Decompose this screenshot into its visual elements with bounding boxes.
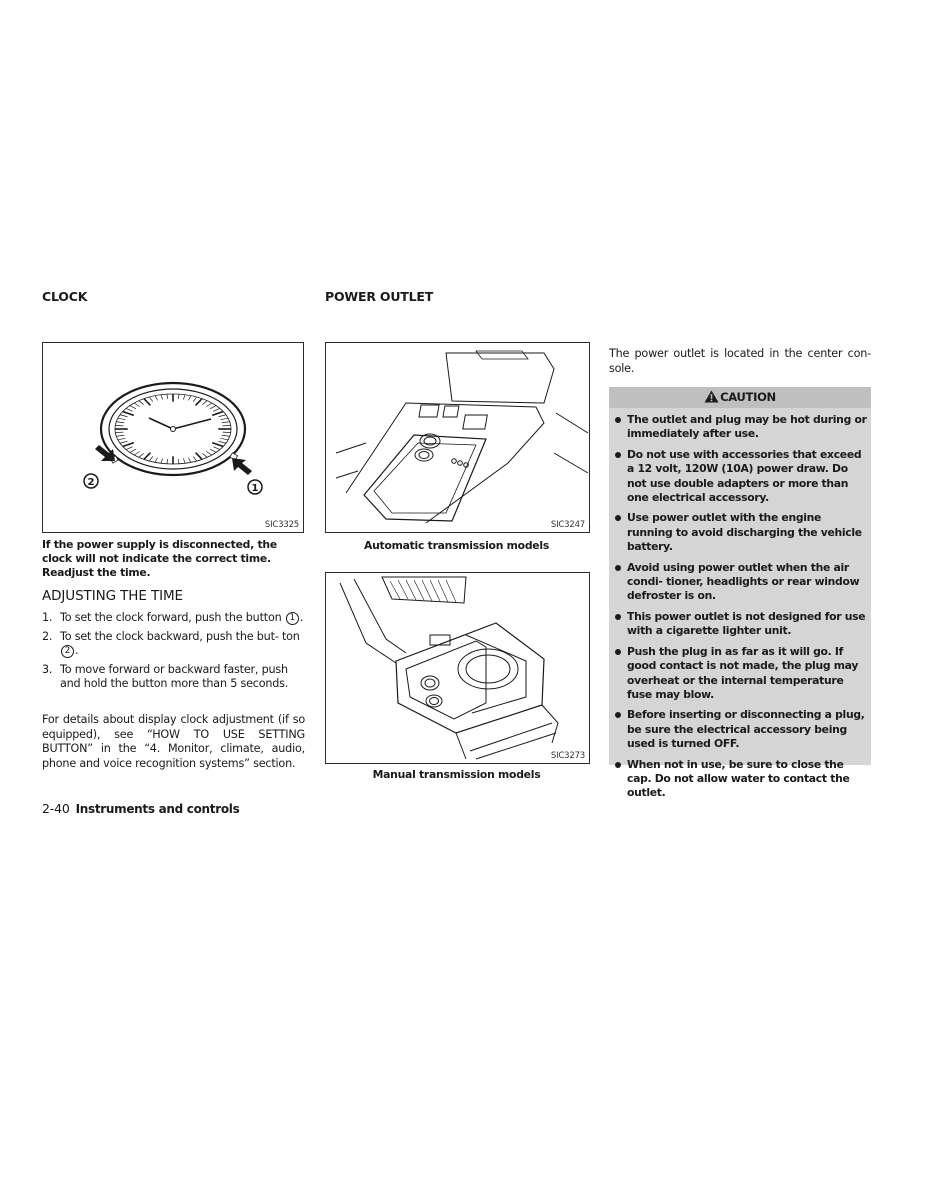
clock-figure [42,342,304,533]
page-number: 2-40 [42,801,70,816]
caution-box [609,387,871,800]
bullet-icon [615,649,621,655]
clock-section-title: CLOCK [42,289,88,304]
page-footer [42,798,239,817]
caution-item: The outlet and plug may be hot during or immediately after use. [613,413,868,442]
clock-figure-caption: If the power supply is disconnected, the clock will not indicate the correct time. Readjust the time. [42,538,277,579]
bullet-icon [615,515,621,521]
clock-figure-code: SIC3325 [264,520,299,530]
manual-figure-caption: Manual transmission models [372,768,541,781]
bullet-icon [615,762,621,768]
chapter-title: Instruments and controls [75,802,240,816]
step-2: 2. To set the clock backward, push the but- ton 2 . [42,629,300,657]
caution-header [609,387,871,408]
manual-figure-code: SIC3273 [550,751,585,761]
details-paragraph: For details about display clock adjustment (if so equipped), see “HOW TO USE SETTING BUTTON” in the “4. Monitor, climate, audio, phone and voice recognition systems” section. [42,713,305,770]
warning-triangle-icon [704,390,719,403]
step-1: 1. To set the clock forward, push the button 1 . [42,611,304,624]
adjusting-time-heading: ADJUSTING THE TIME [42,588,183,604]
step-3: 3. To move forward or backward faster, push and hold the button more than 5 seconds. [42,662,289,690]
bullet-icon [615,452,621,458]
caution-item: Before inserting or disconnecting a plug, be sure the electrical accessory being used is turned OFF. [613,708,868,751]
caution-item: Avoid using power outlet when the air condi- tioner, headlights or rear window defroster is on. [613,561,868,604]
caution-item: Push the plug in as far as it will go. If good contact is not made, the plug may overheat or the internal temperature fuse may blow. [613,645,868,703]
automatic-console-figure [325,342,590,533]
circled-1-icon: 1 [286,612,299,625]
caution-item: When not in use, be sure to close the cap. Do not allow water to contact the outlet. [613,758,868,801]
circled-2-icon: 2 [61,645,74,658]
callout-1-label: 1 [251,483,259,494]
caution-title: CAUTION [720,390,776,404]
power-outlet-section-title: POWER OUTLET [325,289,434,304]
power-outlet-intro: The power outlet is located in the center con- sole. [609,347,871,375]
manual-console-figure [325,572,590,764]
caution-item: This power outlet is not designed for use with a cigarette lighter unit. [613,610,868,639]
adjusting-steps [42,611,304,696]
bullet-icon [615,614,621,620]
bullet-icon [615,712,621,718]
caution-item: Use power outlet with the engine running to avoid discharging the vehicle battery. [613,511,868,554]
automatic-figure-code: SIC3247 [550,520,585,530]
automatic-figure-caption: Automatic transmission models [363,539,550,552]
clock-illustration [43,343,303,532]
manual-console-illustration [326,573,589,763]
bullet-icon [615,565,621,571]
caution-item: Do not use with accessories that exceed a 12 volt, 120W (10A) power draw. Do not use double adapters or more than one electrical accessory. [613,448,868,506]
caution-list [609,408,871,809]
bullet-icon [615,417,621,423]
automatic-console-illustration [326,343,589,532]
callout-2-label: 2 [87,477,95,488]
